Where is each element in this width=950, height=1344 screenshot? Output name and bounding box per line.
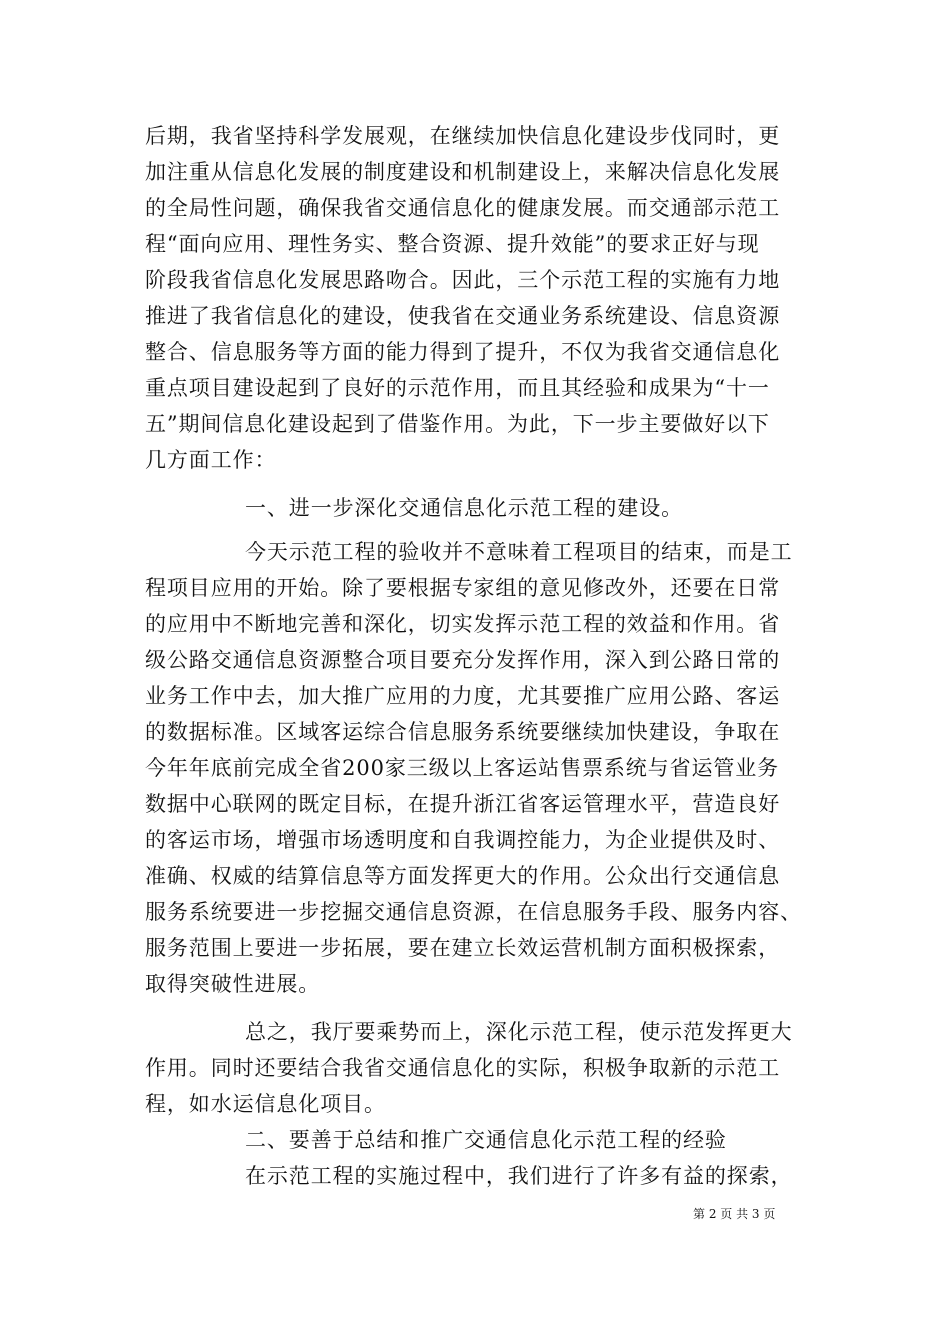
body-line: 总之，我厅要乘势而上，深化示范工程，使示范发挥更大 [245,1020,793,1044]
body-line: 在示范工程的实施过程中，我们进行了许多有益的探索， [245,1164,793,1188]
body-line: 服务范围上要进一步拓展，要在建立长效运营机制方面积极探索， [145,936,781,960]
body-line: 今年年底前完成全省200家三级以上客运站售票系统与省运管业务 [145,756,780,780]
body-line: 程“面向应用、理性务实、整合资源、提升效能”的要求正好与现 [145,232,760,256]
body-line: 的全局性问题，确保我省交通信息化的健康发展。而交通部示范工 [145,196,781,220]
section-heading: 二、要善于总结和推广交通信息化示范工程的经验 [245,1128,727,1152]
body-line: 整合、信息服务等方面的能力得到了提升，不仅为我省交通信息化 [145,340,781,364]
body-line: 服务系统要进一步挖掘交通信息资源，在信息服务手段、服务内容、 [145,900,802,924]
body-line: 的客运市场，增强市场透明度和自我调控能力，为企业提供及时、 [145,828,781,852]
body-line: 加注重从信息化发展的制度建设和机制建设上，来解决信息化发展 [145,160,781,184]
body-line: 五”期间信息化建设起到了借鉴作用。为此，下一步主要做好以下 [145,412,770,436]
body-line: 业务工作中去，加大推广应用的力度，尤其要推广应用公路、客运 [145,684,781,708]
body-line: 作用。同时还要结合我省交通信息化的实际，积极争取新的示范工 [145,1056,781,1080]
body-line: 今天示范工程的验收并不意味着工程项目的结束，而是工 [245,540,793,564]
body-line: 数据中心联网的既定目标，在提升浙江省客运管理水平，营造良好 [145,792,781,816]
body-line: 推进了我省信息化的建设，使我省在交通业务系统建设、信息资源 [145,304,781,328]
body-line: 级公路交通信息资源整合项目要充分发挥作用，深入到公路日常的 [145,648,781,672]
page-number-footer: 第 2 页 共 3 页 [693,1207,776,1221]
body-line: 程，如水运信息化项目。 [145,1092,386,1116]
body-line: 后期，我省坚持科学发展观，在继续加快信息化建设步伐同时，更 [145,124,781,148]
body-line: 取得突破性进展。 [145,972,321,996]
body-line: 准确、权威的结算信息等方面发挥更大的作用。公众出行交通信息 [145,864,781,888]
body-line: 重点项目建设起到了良好的示范作用，而且其经验和成果为“十一 [145,376,770,400]
body-line: 程项目应用的开始。除了要根据专家组的意见修改外，还要在日常 [145,576,781,600]
body-line: 阶段我省信息化发展思路吻合。因此，三个示范工程的实施有力地 [145,268,781,292]
body-line: 几方面工作： [145,448,277,472]
section-heading: 一、进一步深化交通信息化示范工程的建设。 [245,496,683,520]
body-line: 的应用中不断地完善和深化，切实发挥示范工程的效益和作用。省 [145,612,781,636]
body-line: 的数据标准。区域客运综合信息服务系统要继续加快建设，争取在 [145,720,781,744]
